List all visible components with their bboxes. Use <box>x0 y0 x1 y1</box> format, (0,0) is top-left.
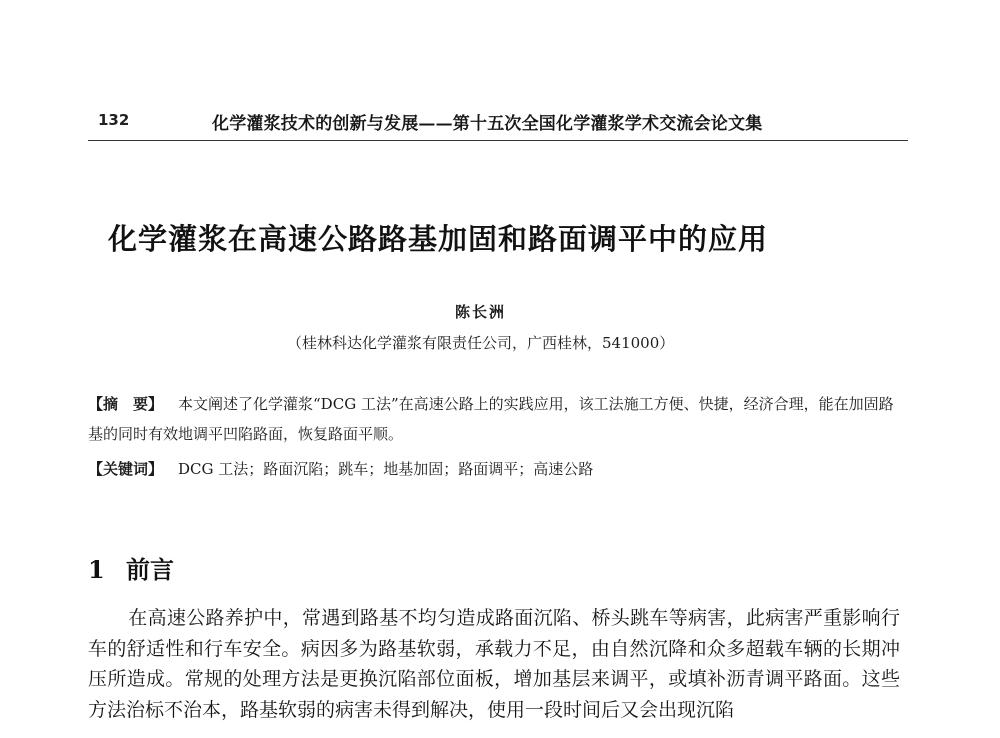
paragraph-text: 在高速公路养护中，常遇到路基不均匀造成路面沉陷、桥头跳车等病害，此病害严重影响行车的舒适性和行车安全。病因多为路基软弱，承载力不足，由自然沉降和众多超载车辆的长期冲压所造成。常规的处理方法是更换沉陷部位面板，增加基层来调平，或填补沥青调平路面。这些方法治标不治本，路基软弱的病害未得到解决，使用一段时间后又会出现沉陷 <box>88 607 900 721</box>
header-rule <box>88 140 908 141</box>
keywords-text: DCG 工法；路面沉陷；跳车；地基加固；路面调平；高速公路 <box>178 460 594 478</box>
page-number: 132 <box>98 111 130 129</box>
abstract <box>88 389 900 449</box>
abstract-text: 本文阐述了化学灌浆“DCG 工法”在高速公路上的实践应用，该工法施工方便、快捷，经济合理，能在加固路基的同时有效地调平凹陷路面，恢复路面平顺。 <box>88 395 894 443</box>
section-number: 1 <box>88 555 105 584</box>
abstract-label: 【摘 要】 <box>88 395 164 413</box>
journal-title: 化学灌浆技术的创新与发展——第十五次全国化学灌浆学术交流会论文集 <box>212 114 763 134</box>
section-paragraph <box>88 603 900 725</box>
article-title: 化学灌浆在高速公路路基加固和路面调平中的应用 <box>108 222 769 256</box>
section-heading <box>88 550 174 585</box>
keywords <box>88 454 900 484</box>
author-name: 陈长洲 <box>455 303 507 321</box>
author-affiliation: （桂林科达化学灌浆有限责任公司，广西桂林，541000） <box>287 334 675 352</box>
section-title: 前言 <box>126 555 174 584</box>
running-header <box>88 104 908 144</box>
keywords-label: 【关键词】 <box>88 460 164 478</box>
